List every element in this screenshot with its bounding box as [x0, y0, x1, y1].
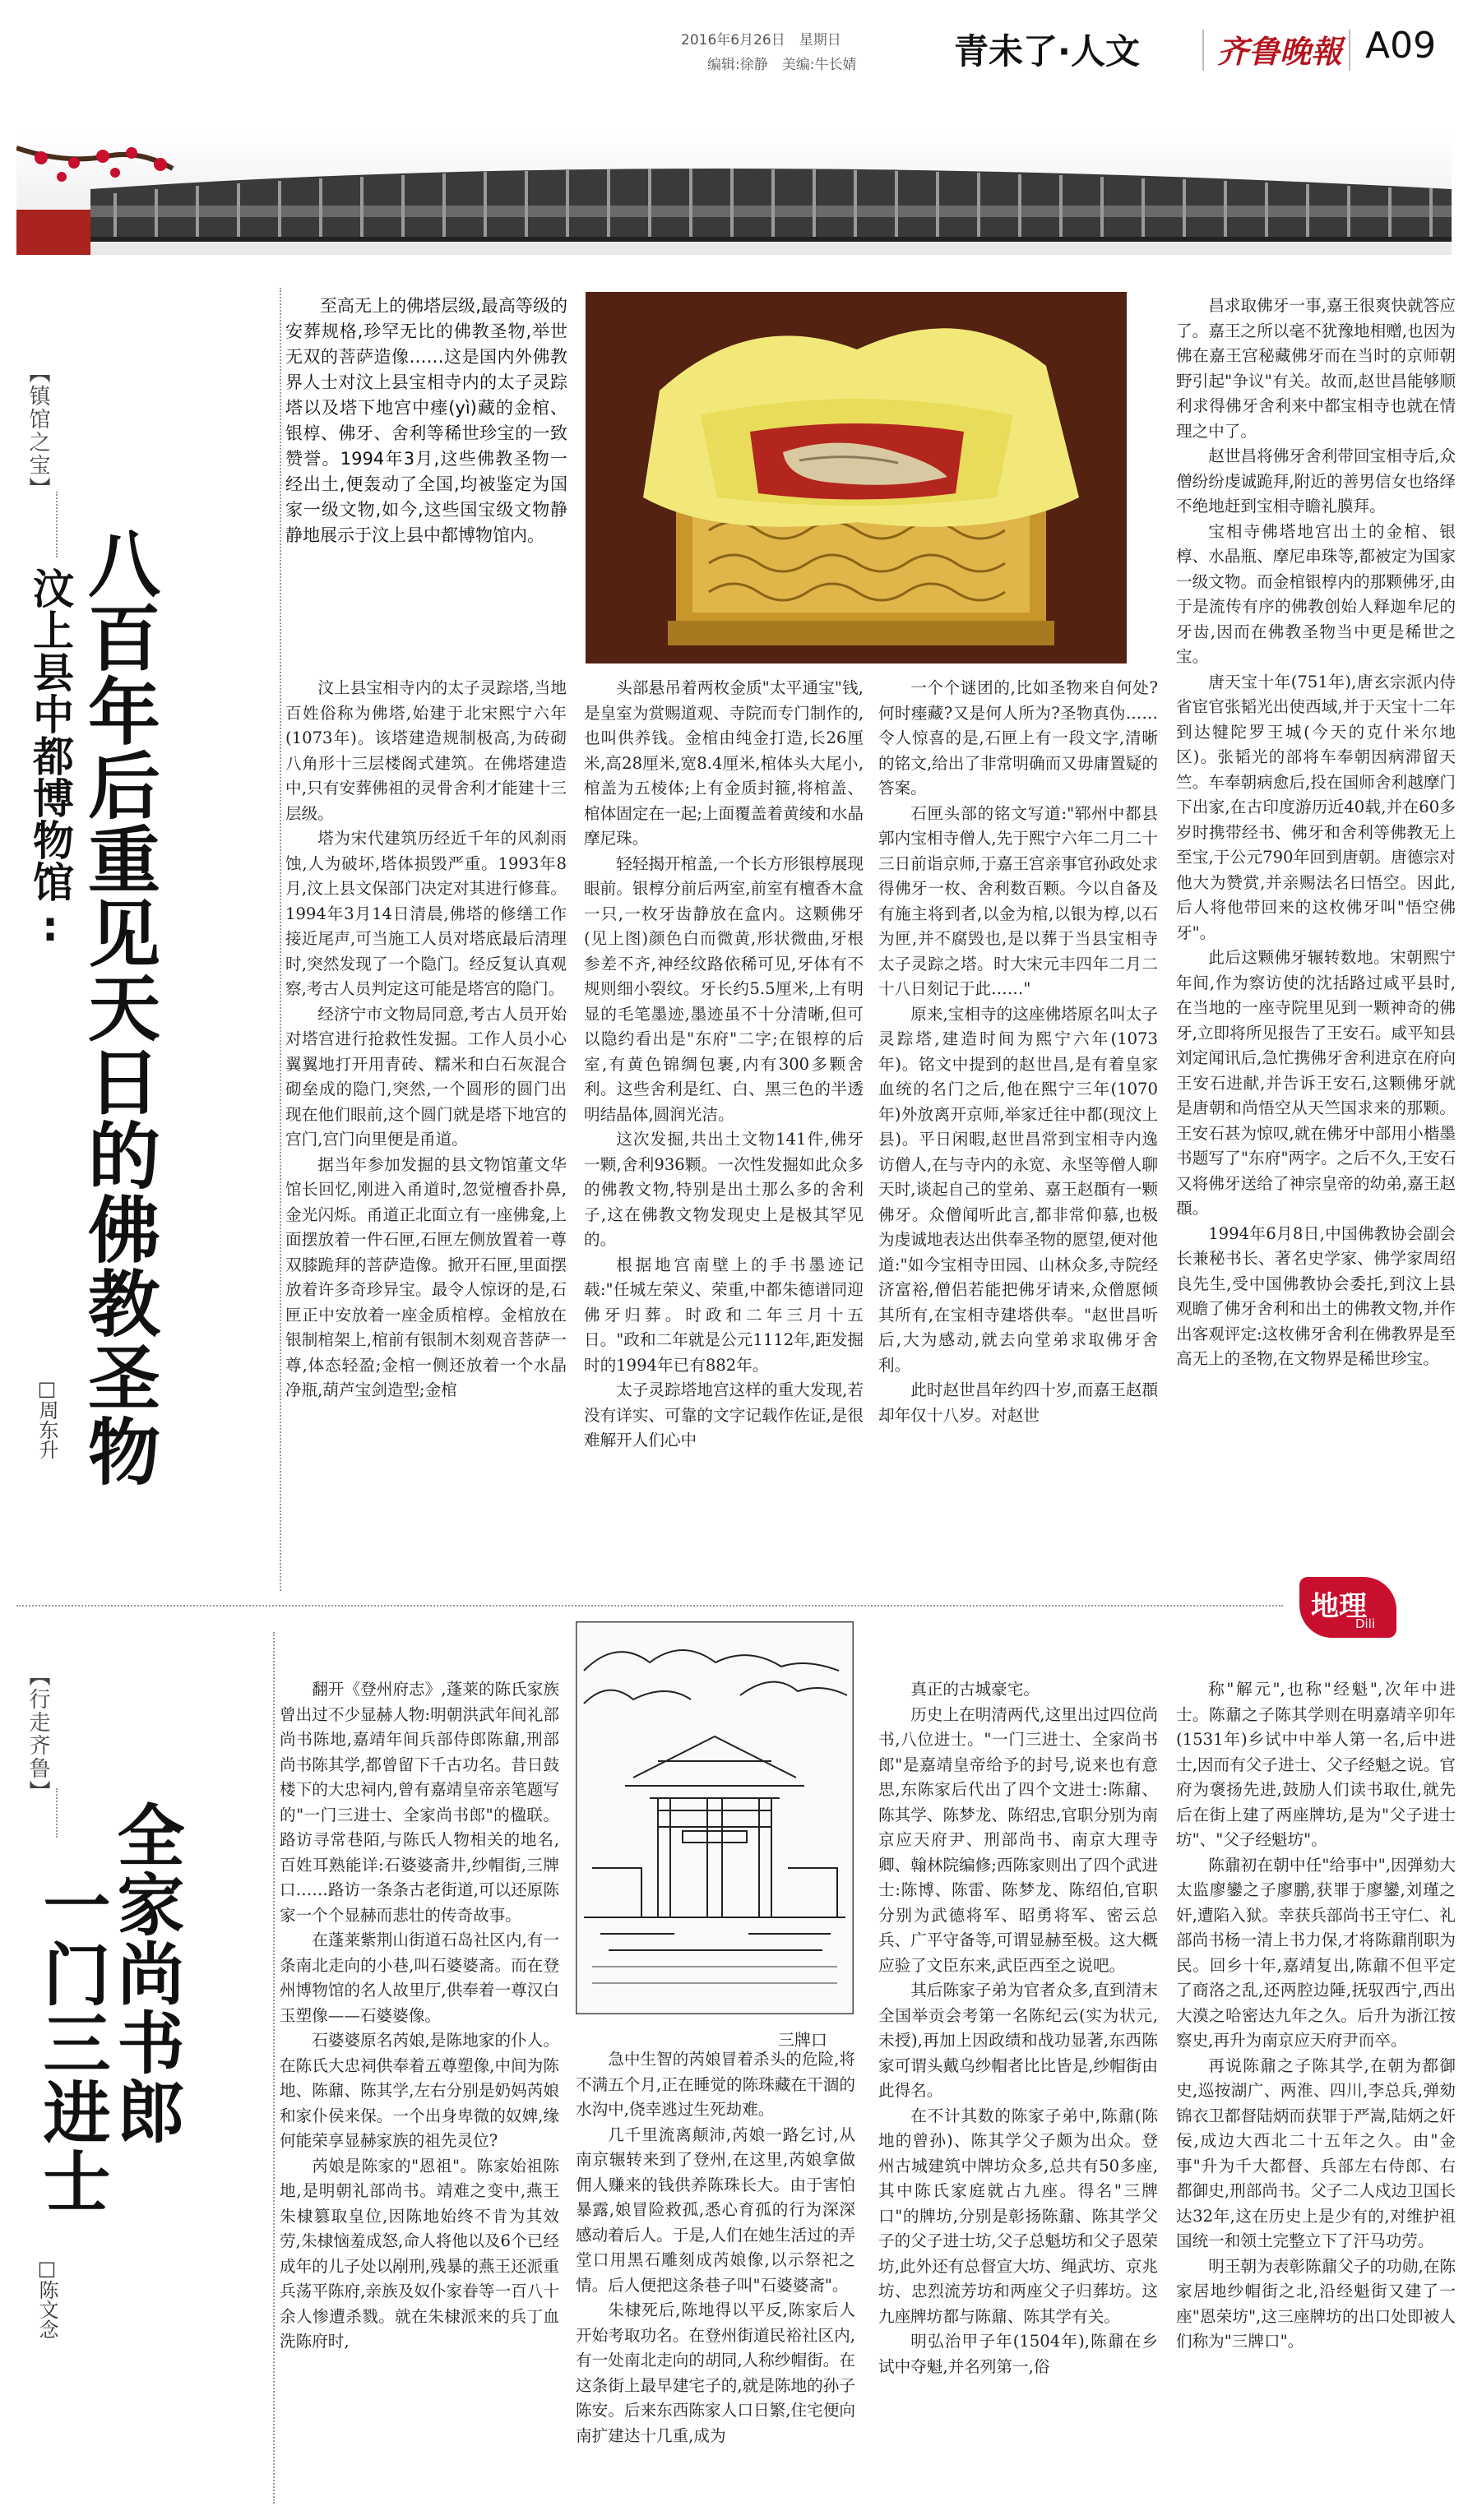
paragraph: 朱棣死后,陈地得以平反,陈家后人开始考取功名。在登州街道民裕社区内,有一处南北走向的胡同,人称纱帽街。在这条街上最早建宅子的,就是陈地的孙子陈安。后来东西陈家人口日繁,住宅便向南扩建达十几重,成为 — [576, 2300, 855, 2445]
column-rule — [273, 1632, 275, 2504]
paragraph: 石婆婆原名芮娘,是陈地家的仆人。在陈氏大忠祠供奉着五尊塑像,中间为陈地、陈鼐、陈其学,左右分别是奶妈芮娘和家仆侯来保。一个出身卑微的奴婢,缘何能荣享显赫家族的祖先灵位? — [280, 2031, 559, 2150]
paragraph: 其后陈家子弟为官者众多,直到清末全国举贡会考第一名陈纪云(实为状元,未授),再加上因政绩和战功显著,东西陈家可谓头戴乌纱帽者比比皆是,纱帽街由此得名。 — [878, 1981, 1158, 2100]
article1-column-1 — [285, 676, 567, 1588]
article2-column-3 — [878, 1677, 1158, 2499]
paragraph: 芮娘是陈家的"恩祖"。陈家始祖陈地,是明朝礼部尚书。靖难之变中,燕王朱棣篡取皇位,因陈地始终不肯为其效劳,朱棣恼羞成怒,命人将他以及6个已经成年的儿子处以剐刑,残暴的燕王还派重兵荡平陈府,亲族及奴仆家眷等一百八十余人惨遭杀戮。就在朱棣派来的兵丁血洗陈府时, — [280, 2156, 559, 2351]
paragraph: 太子灵踪塔地宫这样的重大发现,若没有详实、可靠的文字记载作佐证,是很难解开人们心中 — [584, 1380, 864, 1450]
paragraph: 石匣头部的铭文写道:"郓州中都县郭内宝相寺僧人,先于熙宁六年二月二十三日前诣京师,于嘉王宫亲事官孙政处求得佛牙一枚、舍利数百颗。今以自备及有施主将到者,以金为棺,以银为椁,以石为匣,并不腐毁也,是以葬于当县宝相寺太子灵踪之塔。时大宋元丰四年二月二十八日刻记于此……" — [878, 803, 1158, 998]
paragraph: 称"解元",也称"经魁",次年中进士。陈鼐之子陈其学则在明嘉靖辛卯年(1531年)乡试中中举人第一名,后中进士,因而有父子进士、父子经魁之说。官府为褒扬先进,鼓励人们读书取仕,就先后在街上建了两座牌坊,是为"父子进士坊"、"父子经魁坊"。 — [1176, 1680, 1456, 1849]
article2-column-4 — [1176, 1677, 1456, 2499]
paragraph: 赵世昌将佛牙舍利带回宝相寺后,众僧纷纷虔诚跪拜,附近的善男信女也络绎不绝地赶到宝相寺瞻礼膜拜。 — [1176, 446, 1456, 516]
paragraph: 经济宁市文物局同意,考古人员开始对塔宫进行抢救性发掘。工作人员小心翼翼地打开用青砖、糯米和白石灰混合砌垒成的隐门,突然,一个圆形的圆门出现在他们眼前,这个圆门就是塔下地宫的宫门,宫门向里便是甬道。 — [285, 1004, 567, 1149]
newspaper-logo: 齐鲁晚報 — [1217, 33, 1343, 70]
article1-headline: 八百年后重见天日的佛教圣物 — [76, 526, 161, 1488]
paragraph: 在蓬莱紫荆山街道石岛社区内,有一条南北走向的小巷,叫石婆婆斋。而在登州博物馆的名人故里厅,供奉着一尊汉白玉塑像——石婆婆像。 — [280, 1930, 559, 2025]
paragraph: 真正的古城豪宅。 — [910, 1680, 1040, 1699]
paragraph: 此时赵世昌年约四十岁,而嘉王赵頵却年仅十八岁。对赵世 — [878, 1380, 1158, 1425]
paragraph: 明弘治甲子年(1504年),陈鼐在乡试中夺魁,并名列第一,俗 — [878, 2332, 1158, 2376]
editor-credits: 编辑:徐静 美编:牛长婧 — [707, 57, 857, 73]
paragraph: 这次发掘,共出土文物141件,佛牙一颗,舍利936颗。一次性发掘如此众多的佛教文物,特别是出土那么多的舍利子,这在佛教文物发现史上是极其罕见的。 — [584, 1130, 864, 1249]
header-divider — [1202, 30, 1204, 71]
article2-byline: □陈文念 — [35, 2257, 58, 2339]
lead-paragraph: 至高无上的佛塔层级,最高等级的安葬规格,珍罕无比的佛教圣物,举世无双的菩萨造像……这是国内外佛教界人士对汶上县宝相寺内的太子灵踪塔以及塔下地宫中瘗(yì)藏的金棺、银椁、佛牙、舍利等稀世珍宝的一致赞誉。1994年3月,这些佛教圣物一经出土,便轰动了全国,均被鉴定为国家一级文物,如今,这些国宝级文物静静地展示于汶上县中都博物馆内。 — [285, 296, 567, 545]
paragraph: 明王朝为表彰陈鼐父子的功勋,在陈家居地纱帽街之北,沿经魁街又建了一座"恩荣坊",这三座牌坊的出口处即被人们称为"三牌口"。 — [1176, 2256, 1456, 2351]
archway-sketch-illustration — [576, 1621, 854, 2014]
article2-column-2 — [576, 2047, 855, 2499]
article2-headline-second: 一门三进士 — [32, 1870, 110, 2216]
paragraph: 昌求取佛牙一事,嘉王很爽快就答应了。嘉王之所以毫不犹豫地相赠,也因为佛在嘉王宫秘藏佛牙而在当时的京师朝野引起"争议"有关。故而,赵世昌能够顺利求得佛牙舍利来中都宝相寺也就在情理之中了。 — [1176, 296, 1456, 441]
paragraph: 宝相寺佛塔地宫出土的金棺、银椁、水晶瓶、摩尼串珠等,都被定为国家一级文物。而金棺银椁内的那颗佛牙,由于是流传有序的佛教创始人释迦牟尼的牙齿,因而在佛教圣物当中更是稀世之宝。 — [1176, 521, 1456, 666]
paragraph: 几千里流离颠沛,芮娘一路乞讨,从南京辗转来到了登州,在这里,芮娘拿做佣人赚来的钱供养陈珠长大。由于害怕暴露,娘冒险救孤,悉心育孤的行为深深感动着后人。于是,人们在她生活过的弄堂口用黑石雕刻成芮娘像,以示祭祀之情。后人便把这条巷子叫"石婆婆斋"。 — [576, 2125, 855, 2295]
paragraph: 1994年6月8日,中国佛教协会副会长兼秘书长、著名史学家、佛学家周绍良先生,受中国佛教协会委托,到汶上县观瞻了佛牙舍利和出土的佛教文物,并作出客观评定:这枚佛牙舍利在佛教界是至高无上的圣物,在文物界是稀世珍宝。 — [1176, 1223, 1456, 1368]
article2-column-1 — [280, 1677, 559, 2499]
article1-column-4 — [1176, 294, 1456, 1588]
column-rule — [280, 288, 281, 1591]
paragraph: 历史上在明清两代,这里出过四位尚书,八位进士。"一门三进士、全家尚书郎"是嘉靖皇帝给予的封号,说来也有意思,东陈家后代出了四个文进士:陈鼐、陈其学、陈梦龙、陈绍忠,官职分别为南京应天府尹、刑部尚书、南京大理寺卿、翰林院编修;西陈家则出了四个武进士:陈博、陈雷、陈梦龙、陈绍伯,官职分别为武德将军、昭勇将军、密云总兵、广平守备等,可谓显赫至极。这大概应验了文臣东来,武臣西至之说吧。 — [878, 1704, 1158, 1975]
paragraph: 急中生智的芮娘冒着杀头的危险,将不满五个月,正在睡觉的陈珠藏在干涸的水沟中,侥幸逃过生死劫难。 — [576, 2050, 855, 2119]
article1-column-2 — [584, 676, 864, 1588]
paragraph: 原来,宝相寺的这座佛塔原名叫太子灵踪塔,建造时间为熙宁六年(1073年)。铭文中提到的赵世昌,是有着皇家血统的名门之后,他在熙宁三年(1070年)外放离开京师,举家迁往中都(现汶上县)。平日闲暇,赵世昌常到宝相寺内逸访僧人,在与寺内的永宽、永坚等僧人聊天时,谈起自己的堂弟、嘉王赵頵有一颗佛牙。众僧闻听此言,都非常仰慕,也极为虔诚地表达出供奉圣物的愿望,便对他道:"如今宝相寺田园、山林众多,寺院经济富裕,僧侣若能把佛牙请来,众僧愿倾其所有,在宝相寺建塔供奉。"赵世昌听后,大为感动,就去向堂弟求取佛牙舍利。 — [878, 1004, 1158, 1375]
paragraph: 轻轻揭开棺盖,一个长方形银椁展现眼前。银椁分前后两室,前室有檀香木盒一只,一枚牙齿静放在盒内。这颗佛牙(见上图)颜色白而微黄,形状微曲,牙根参差不齐,神经纹路依稀可见,牙体有不规则细小裂纹。牙长约5.5厘米,上有明显的毛笔墨迹,墨迹虽不十分清晰,但可以隐约看出是"东府"二字;在银椁的后室,有黄色锦绸包裹,内有300多颗舍利。这些舍利是红、白、黑三色的半透明结晶体,圆润光洁。 — [584, 853, 864, 1124]
paragraph: 塔为宋代建筑历经近千年的风刹雨蚀,人为破坏,塔体损毁严重。1993年8月,汶上县文保部门决定对其进行修葺。1994年3月14日清晨,佛塔的修缮工作接近尾声,可当施工人员对塔底最后清理时,突然发现了一个隐门。经反复认真观察,考古人员判定这可能是塔宫的隐门。 — [285, 829, 567, 998]
article1-column-3 — [878, 676, 1158, 1588]
buddha-tooth-photo — [586, 292, 1127, 664]
title-rule — [56, 492, 58, 557]
dili-logo-subtext: Dili — [1355, 1616, 1376, 1631]
illustration-caption: 三牌口 — [778, 2030, 827, 2050]
paragraph: 根据地宫南壁上的手书墨迹记载:"任城左荣义、荣重,中都朱德谱同迎佛牙归葬。时政和二年三月十五日。"政和二年就是公元1112年,距发掘时的1994年已有882年。 — [584, 1255, 864, 1375]
dili-logo-text: 地理 — [1311, 1590, 1367, 1623]
title-rule — [56, 1788, 58, 1838]
roof-banner-illustration — [16, 132, 1452, 255]
article1-lead — [285, 294, 567, 548]
article1-subheadline: 汶上县中都博物馆: — [26, 567, 74, 951]
section-divider — [16, 1605, 1283, 1607]
article2-section-tag: 【行走齐鲁】 — [25, 1665, 50, 1803]
paragraph: 此后这颗佛牙辗转数地。宋朝熙宁年间,作为察访使的沈括路过咸平县时,在当地的一座寺院里见到一颗神奇的佛牙,立即将所见报告了王安石。咸平知县刘定闻讯后,急忙携佛牙舍利进京在府向王安石进献,并告诉王安石,这颗佛牙就是唐朝和尚悟空从天竺国求来的那颗。王安石甚为惊叹,就在佛牙中部用小楷墨书题写了"东府"两字。之后不久,王安石又将佛牙送给了神宗皇帝的幼弟,嘉王赵頵。 — [1176, 948, 1456, 1218]
paragraph: 一个个谜团的,比如圣物来自何处?何时瘗藏?又是何人所为?圣物真伪……令人惊喜的是,石匣上有一段文字,清晰的铭文,给出了非常明确而又毋庸置疑的答案。 — [878, 678, 1158, 798]
paragraph: 汶上县宝相寺内的太子灵踪塔,当地百姓俗称为佛塔,始建于北宋熙宁六年(1073年)。该塔建造规制极高,为砖砌八角形十三层楼阁式建筑。在佛塔建造中,只有安葬佛祖的灵骨舍利才能建十三层级。 — [285, 678, 567, 823]
article2-headline: 全家尚书郎 — [106, 1801, 184, 2146]
header-divider — [1349, 30, 1350, 71]
issue-date: 2016年6月26日 星期日 — [681, 32, 841, 49]
article1-byline: □周东升 — [35, 1377, 58, 1459]
page-number: A09 — [1365, 25, 1437, 67]
article1-section-tag: 【镇馆之宝】 — [25, 362, 50, 500]
paragraph: 再说陈鼐之子陈其学,在朝为都御史,巡按湖广、两淮、四川,李总兵,弹劾锦衣卫都督陆炳而获罪于严嵩,陆炳之奸佞,成边大西北二十五年之久。由"金事"升为千大都督、兵部左右侍郎、右都御史,刑部尚书。父子二人戍边卫国长达32年,这在历史上是少有的,对维护祖国统一和领土完整立下了汗马功劳。 — [1176, 2055, 1456, 2250]
dili-logo — [1299, 1577, 1396, 1638]
paragraph: 翻开《登州府志》,蓬莱的陈氏家族曾出过不少显赫人物:明朝洪武年间礼部尚书陈地,嘉靖年间兵部侍郎陈鼐,刑部尚书陈其学,都曾留下千古功名。昔日鼓楼下的大忠祠内,曾有嘉靖皇帝亲笔题写的"一门三进士、全家尚书郎"的楹联。路访寻常巷陌,与陈氏人物相关的地名,百姓耳熟能详:石婆婆斋井,纱帽街,三牌口……路访一条条古老街道,可以还原陈家一个个显赫而悲壮的传奇故事。 — [280, 1680, 559, 1925]
paragraph: 唐天宝十年(751年),唐玄宗派内侍省宦官张韬光出使西域,并于天宝十二年到达犍陀罗王城(今天的克什米尔地区)。张韬光的部将车奉朝因病滞留天竺。车奉朝病愈后,投在国师舍利越摩门下出家,在古印度游历近40载,并在60多岁时携带经书、佛牙和舍利等佛教无上至宝,于公元790年回到唐朝。唐德宗对他大为赞赏,并亲赐法名曰悟空。因此,后人将他带回来的这枚佛牙叫"悟空佛牙"。 — [1176, 672, 1456, 942]
column-name: 青未了·人文 — [954, 31, 1140, 72]
paragraph: 陈鼐初在朝中任"给事中",因弹劾大太监廖鑾之子廖鹏,获罪于廖鑾,刘瑾之奸,遭陷入狱。幸获兵部尚书王守仁、礼部尚书杨一清上书力保,才将陈鼐削职为民。回乡十年,嘉靖复出,陈鼐不但平定了商洛之乱,还两腔边陲,抚驭西宁,西出大漠之哈密达九年之久。后升为浙江按察史,再升为南京应天府尹而卒。 — [1176, 1855, 1456, 2050]
paragraph: 头部悬吊着两枚金质"太平通宝"钱,是皇室为赏赐道观、寺院而专门制作的,也叫供养钱。金棺由纯金打造,长26厘米,高28厘米,宽8.4厘米,棺体头大尾小,棺盖为五棱体;上有金质封箍,将棺盖、棺体固定在一起;上面覆盖着黄绫和水晶摩尼珠。 — [584, 678, 864, 848]
paragraph: 在不计其数的陈家子弟中,陈鼐(陈地的曾孙)、陈其学父子颇为出众。登州古城建筑中牌坊众多,总共有50多座,其中陈氏家庭就占九座。得名"三牌口"的牌坊,分别是彰扬陈鼐、陈其学父子的父子进士坊,父子总魁坊和父子恩荣坊,此外还有总督宣大坊、绳武坊、京兆坊、忠烈流芳坊和两座父子归葬坊。这九座牌坊都与陈鼐、陈其学有关。 — [878, 2106, 1158, 2326]
paragraph: 据当年参加发掘的县文物馆董文华馆长回忆,刚进入甬道时,忽觉檀香扑鼻,金光闪烁。甬道正北面立有一座佛龛,上面摆放着一件石匣,石匣左侧放置着一尊双膝跪拜的菩萨造像。掀开石匣,里面摆放着许多奇珍异宝。最令人惊讶的是,石匣正中安放着一座金质棺椁。金棺放在银制棺架上,棺前有银制木刻观音菩萨一尊,体态轻盈;金棺一侧还放着一个水晶净瓶,葫芦宝剑造型;金棺 — [285, 1154, 567, 1399]
